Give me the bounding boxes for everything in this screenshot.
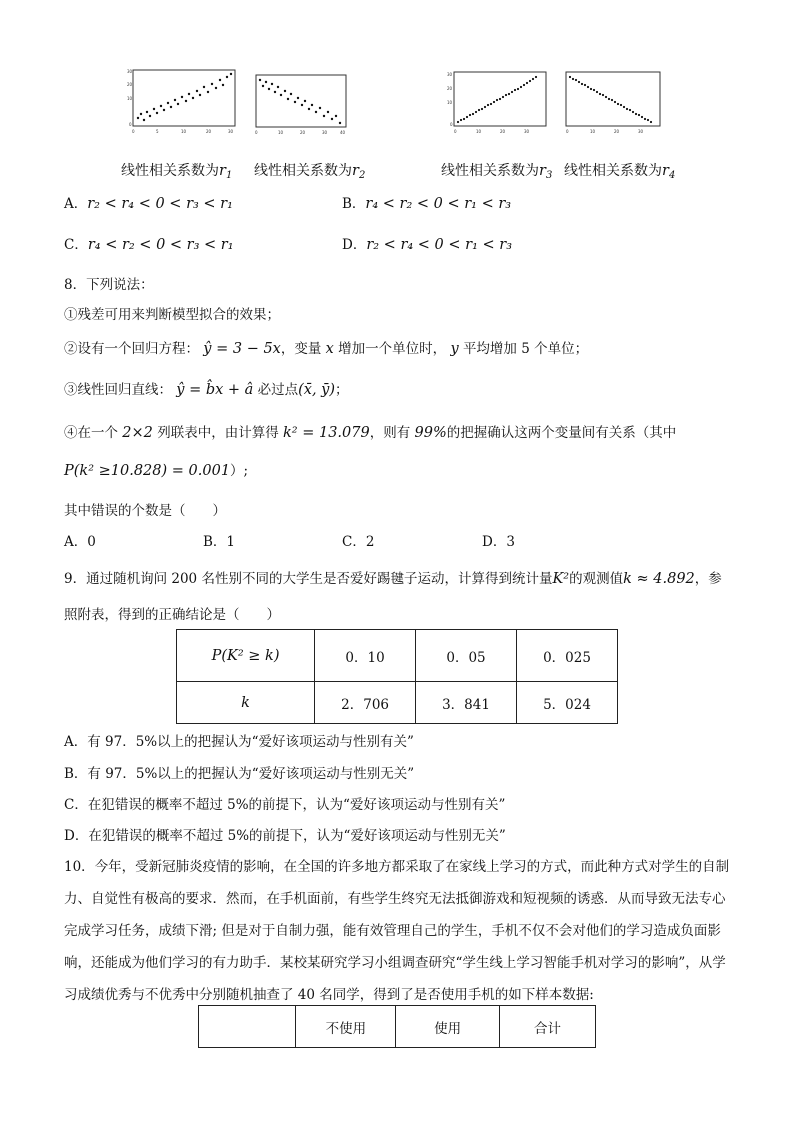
svg-text:20: 20 [300, 130, 306, 135]
q9-option-d[interactable]: D．在犯错误的概率不超过 5%的前提下，认为“爱好该项运动与性别无关” [64, 828, 506, 844]
text: ③线性回归直线： [64, 382, 172, 398]
scatter-plot-r1 [126, 66, 238, 136]
r-symbol: r [662, 163, 669, 179]
q8-title: 8．下列说法： [64, 277, 154, 293]
r-symbol: r [219, 163, 226, 179]
text: 的把握确认这两个变量间有关系（其中 [446, 425, 677, 441]
svg-text:20: 20 [447, 86, 453, 91]
equation: ŷ = 3 − 5x [203, 341, 281, 357]
svg-text:20: 20 [127, 82, 133, 87]
r-symbol: r [539, 163, 546, 179]
table-row-header: P(K² ≥ k) [177, 630, 315, 682]
caption-text: 线性相关系数为 [254, 163, 352, 179]
text: 列联表中，由计算得 [157, 425, 279, 441]
q9-option-c[interactable]: C．在犯错误的概率不超过 5%的前提下，认为“爱好该项运动与性别有关” [64, 797, 506, 813]
q8-option-d[interactable]: D．3 [482, 534, 515, 550]
caption-text: 线性相关系数为 [441, 163, 539, 179]
scatter-plot-r2 [250, 72, 350, 136]
r-subscript: 4 [668, 170, 676, 181]
percentage: 99% [414, 425, 447, 441]
statistic-symbol: K² [552, 571, 570, 587]
option-text: r₂ < r₄ < 0 < r₃ < r₁ [87, 196, 233, 212]
r-subscript: 2 [358, 170, 366, 181]
svg-text:10: 10 [278, 130, 284, 135]
table-cell: 0．10 [315, 630, 416, 682]
text: ）; [230, 463, 249, 479]
text: ，则有 [369, 425, 411, 441]
svg-text:20: 20 [500, 129, 506, 134]
caption-text: 线性相关系数为 [564, 163, 662, 179]
q8-statement-1: ①残差可用来判断模型拟合的效果； [64, 307, 280, 323]
q8-option-c[interactable]: C．2 [342, 534, 375, 550]
svg-text:0: 0 [255, 130, 258, 135]
q8-statement-2 [64, 340, 588, 358]
q7-option-d[interactable] [342, 236, 512, 254]
q7-option-a[interactable] [64, 195, 233, 213]
table-cell: 0．025 [517, 630, 618, 682]
svg-text:40: 40 [340, 130, 346, 135]
text: 增加一个单位时， [338, 341, 447, 357]
caption-r3 [441, 160, 552, 181]
variable-y: y [450, 341, 459, 357]
text: ，变量 [280, 341, 322, 357]
q8-option-a[interactable]: A．0 [64, 534, 96, 550]
q9-text-line-1 [64, 570, 722, 588]
q7-option-c[interactable] [64, 236, 234, 254]
svg-text:10: 10 [447, 100, 453, 105]
q9-critical-value-table [176, 629, 618, 724]
option-letter: D． [342, 237, 367, 253]
svg-text:20: 20 [206, 129, 212, 134]
table-cell: 5．024 [517, 682, 618, 724]
option-letter: B． [342, 196, 366, 212]
q10-sample-table [198, 1005, 596, 1048]
svg-text:30: 30 [322, 130, 328, 135]
svg-text:10: 10 [476, 129, 482, 134]
r-subscript: 3 [545, 170, 553, 181]
k-squared-value: k² = 13.079 [283, 425, 370, 441]
option-text: r₂ < r₄ < 0 < r₁ < r₃ [366, 237, 513, 253]
table-header-cell [199, 1006, 296, 1048]
variable-x: x [325, 341, 334, 357]
scatter-plot-r4 [560, 68, 664, 136]
svg-text:0: 0 [129, 122, 132, 127]
svg-text:0: 0 [566, 129, 569, 134]
svg-text:10: 10 [590, 129, 596, 134]
table-cell: 2．706 [315, 682, 416, 724]
svg-text:30: 30 [638, 129, 644, 134]
svg-text:0: 0 [132, 129, 135, 134]
q10-paragraph: 10．今年，受新冠肺炎疫情的影响，在全国的许多地方都采取了在家线上学习的方式，而此种方式对学生的自制力、自觉性有极高的要求．然而，在手机面前，有些学生终究无法抵御游戏和短视频的诱惑．从而导致无法专心完成学习任务，成绩下滑; 但是对于自制力强，能有效管理自己的学生，手机不仅不会对他们的学习造成负面影响，还能成为他们学习的有力助手．某校某研究学习小组调查研究“学生线上学习智能手机对学习的影响”，从学习成绩优秀与不优秀中分别随机抽查了 40 名同学，得到了是否使用手机的如下样本数据: [64, 859, 730, 1003]
caption-text: 线性相关系数为 [121, 163, 219, 179]
q8-statement-4-cont [64, 462, 248, 480]
option-letter: A． [64, 196, 88, 212]
table-row [177, 682, 618, 724]
svg-text:20: 20 [614, 129, 620, 134]
scatter-plot-r3 [446, 68, 550, 136]
mean-point: (x̄, ȳ) [298, 382, 336, 398]
table-header-cell: 合计 [499, 1006, 595, 1048]
table-row [177, 630, 618, 682]
table-row [199, 1006, 596, 1048]
svg-text:10: 10 [181, 129, 187, 134]
table-dimension: 2×2 [122, 425, 153, 441]
svg-text:30: 30 [127, 69, 133, 74]
table-cell: 3．841 [416, 682, 517, 724]
svg-text:5: 5 [156, 129, 159, 134]
text: 平均增加 5 个单位； [462, 341, 589, 357]
q8-question: 其中错误的个数是（ ） [64, 503, 226, 519]
table-cell: 0．05 [416, 630, 517, 682]
probability-expression: P(k² ≥10.828) = 0.001 [64, 463, 231, 479]
q8-option-b[interactable]: B．1 [203, 534, 236, 550]
text: ，参 [694, 571, 722, 587]
caption-r4 [564, 160, 675, 181]
table-row-header: k [177, 682, 315, 724]
caption-r1 [121, 160, 232, 181]
svg-text:30: 30 [228, 129, 234, 134]
q7-option-b[interactable] [342, 195, 511, 213]
r-symbol: r [352, 163, 359, 179]
svg-text:0: 0 [454, 129, 457, 134]
r-subscript: 1 [225, 170, 233, 181]
text: 的观测值 [569, 571, 624, 587]
equation: ŷ = b̂x + â [176, 382, 254, 398]
text: ④在一个 [64, 425, 118, 441]
text: 必过点 [257, 382, 299, 398]
text: ②设有一个回归方程： [64, 341, 199, 357]
option-text: r₄ < r₂ < 0 < r₁ < r₃ [365, 196, 512, 212]
table-header-cell: 使用 [396, 1006, 500, 1048]
text: ； [335, 382, 349, 398]
option-letter: C． [64, 237, 88, 253]
option-text: r₄ < r₂ < 0 < r₃ < r₁ [87, 237, 234, 253]
text: 9．通过随机询问 200 名性别不同的大学生是否爱好踢毽子运动，计算得到统计量 [64, 571, 553, 587]
svg-text:10: 10 [127, 96, 133, 101]
q9-option-a[interactable]: A．有 97．5%以上的把握认为“爱好该项运动与性别有关” [64, 734, 414, 750]
svg-text:30: 30 [524, 129, 530, 134]
q9-text-line-2: 照附表，得到的正确结论是（ ） [64, 607, 280, 623]
table-header-cell: 不使用 [296, 1006, 396, 1048]
observed-value: k ≈ 4.892 [623, 571, 695, 587]
q8-statement-3 [64, 381, 349, 399]
q8-statement-4 [64, 424, 676, 442]
q9-option-b[interactable]: B．有 97．5%以上的把握认为“爱好该项运动与性别无关” [64, 766, 415, 782]
caption-r2 [254, 160, 365, 181]
svg-text:30: 30 [447, 72, 453, 77]
svg-text:0: 0 [450, 122, 453, 127]
